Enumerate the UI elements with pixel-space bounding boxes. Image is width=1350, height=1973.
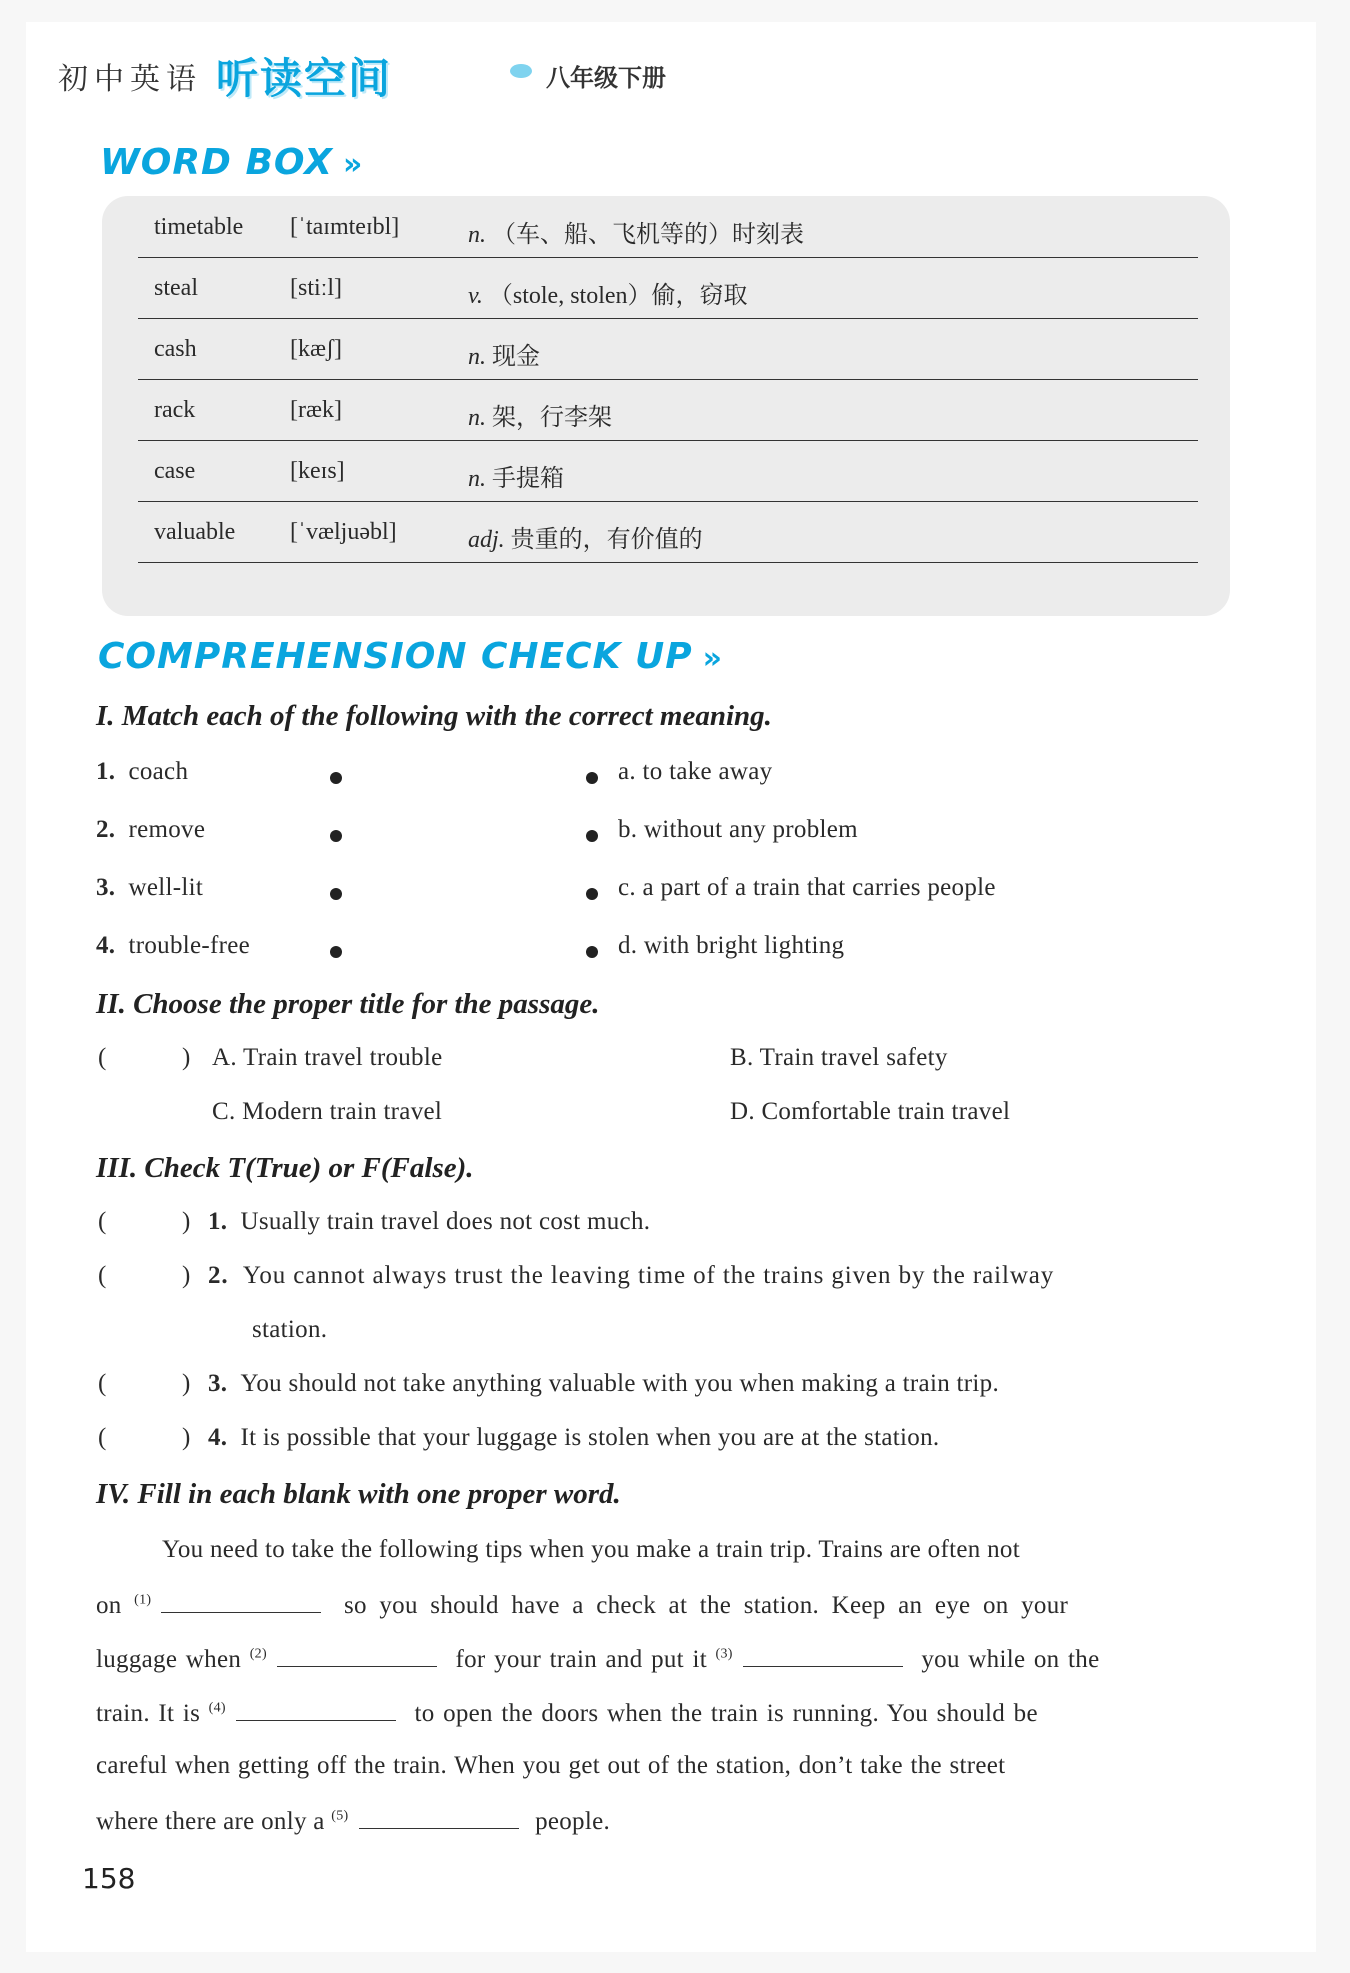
item-number: 4. [96,932,116,959]
answer-paren-open[interactable]: ( [98,1262,107,1289]
entry-meaning: （车、船、飞机等的）时刻表 [492,222,804,248]
double-chevron-icon: » [702,641,723,676]
entry-definition [468,397,612,432]
item-number: 1. [96,758,116,785]
entry-word: case [154,458,196,484]
answer-paren-close[interactable]: ) [182,1424,191,1451]
entry-pos: n. [468,405,486,431]
answer-paren-close[interactable]: ) [182,1370,191,1397]
part3-title: III. Check T(True) or F(False). [96,1152,474,1184]
passage-text: on [96,1592,122,1619]
entry-definition [468,519,703,554]
answer-paren-close[interactable]: ) [182,1262,191,1289]
entry-pos: adj. [468,527,505,553]
header-title: 初中英语 [58,62,202,97]
comprehension-heading-text: COMPREHENSION CHECK UP [98,636,693,677]
item-text: remove [128,816,206,843]
word-box-heading-text: WORD BOX [100,142,333,183]
item-text: trouble-free [128,932,251,959]
passage-line: careful when getting off the train. When you get out of the station, don’t take the street [96,1752,1006,1779]
item-number: 3. [208,1370,228,1397]
entry-word: valuable [154,519,236,545]
option-c: C. Modern train travel [212,1098,443,1125]
comprehension-heading [98,636,723,677]
match-right-item: c. a part of a train that carries people [618,874,996,901]
word-entry [138,318,1198,380]
passage-text: where there are only a [96,1808,325,1835]
passage-line [96,1698,1038,1728]
word-entry [138,440,1198,502]
answer-paren-close[interactable]: ) [182,1208,191,1235]
entry-meaning: 架，行李架 [492,405,612,431]
entry-meaning: 贵重的，有价值的 [510,527,703,553]
blank-number: (2) [249,1646,267,1662]
passage-text: so you should have a check at the station. Keep an eye on your [343,1592,1069,1619]
passage-line [96,1644,1099,1674]
item-text: You cannot always trust the leaving time of the trains given by the railway [242,1262,1055,1289]
match-left-item [96,874,203,902]
answer-paren-open[interactable]: ( [98,1208,107,1235]
blank-input[interactable] [743,1644,903,1667]
answer-paren-open[interactable]: ( [98,1424,107,1451]
match-dot-left[interactable] [330,830,342,842]
entry-ipa: [ˈvæljuəbl] [290,519,397,545]
blank-number: (3) [715,1646,733,1662]
tf-item [208,1370,999,1398]
entry-word: rack [154,397,196,423]
blank-number: (5) [331,1808,349,1824]
match-dot-right[interactable] [586,772,598,784]
part4-title: IV. Fill in each blank with one proper word. [96,1478,621,1510]
passage-text: train. It is [96,1700,201,1727]
item-number: 1. [208,1208,228,1235]
entry-word: timetable [154,214,244,240]
item-number: 2. [96,816,116,843]
match-dot-left[interactable] [330,946,342,958]
entry-meaning: 现金 [492,344,540,370]
option-b: B. Train travel safety [730,1044,948,1071]
passage-line: You need to take the following tips when you make a train trip. Trains are often not [162,1536,1020,1563]
book-header [58,46,666,106]
passage-text: people. [535,1808,611,1835]
entry-pos: v. [468,283,483,309]
passage-text: to open the doors when the train is running. You should be [414,1700,1038,1727]
match-right-item: b. without any problem [618,816,858,843]
item-text: coach [128,758,189,785]
entry-meaning: （stole, stolen）偷，窃取 [488,283,748,309]
item-number: 2. [208,1262,229,1289]
tf-item [208,1424,939,1452]
bubble-icon [510,64,532,78]
item-number: 4. [208,1424,228,1451]
tf-item [208,1208,650,1236]
option-d: D. Comfortable train travel [730,1098,1011,1125]
header-brand-logo: 听读空间 [216,54,393,103]
passage-text: you while on the [921,1646,1100,1673]
entry-ipa: [kæʃ] [290,336,342,362]
header-grade: 八年级下册 [546,64,666,92]
match-right-item: d. with bright lighting [618,932,845,959]
entry-pos: n. [468,344,486,370]
entry-ipa: [stiːl] [290,275,342,301]
blank-number: (4) [208,1700,226,1716]
match-left-item [96,816,205,844]
page-number: 158 [82,1862,136,1895]
blank-number: (1) [134,1592,152,1608]
entry-word: steal [154,275,198,301]
part1-title: I. Match each of the following with the correct meaning. [96,700,772,732]
answer-paren-open[interactable]: ( [98,1370,107,1397]
part2-title: II. Choose the proper title for the passage. [96,988,600,1020]
match-dot-left[interactable] [330,772,342,784]
entry-pos: n. [468,222,486,248]
double-chevron-icon: » [342,147,364,182]
match-dot-right[interactable] [586,830,598,842]
item-text: well-lit [128,874,204,901]
blank-input[interactable] [161,1590,321,1613]
entry-definition [468,214,804,249]
entry-definition [468,275,748,310]
answer-paren-close[interactable]: ) [182,1044,191,1071]
tf-item-continuation: station. [252,1316,328,1343]
match-dot-left[interactable] [330,888,342,900]
blank-input[interactable] [277,1644,437,1667]
match-right-item: a. to take away [618,758,773,785]
entry-ipa: [keɪs] [290,458,345,484]
entry-word: cash [154,336,197,362]
blank-input[interactable] [359,1806,519,1829]
word-box-heading [100,142,363,183]
word-box [102,196,1230,616]
match-left-item [96,758,188,786]
word-entry [138,257,1198,319]
entry-ipa: [ˈtaɪmteɪbl] [290,214,400,240]
blank-input[interactable] [236,1698,396,1721]
item-text: It is possible that your luggage is stolen when you are at the station. [240,1424,940,1451]
item-text: You should not take anything valuable with you when making a train trip. [240,1370,1000,1397]
entry-pos: n. [468,466,486,492]
match-left-item [96,932,250,960]
passage-line [96,1806,610,1836]
entry-meaning: 手提箱 [492,466,564,492]
word-entry [138,196,1198,258]
match-dot-right[interactable] [586,888,598,900]
match-dot-right[interactable] [586,946,598,958]
entry-definition [468,458,564,493]
tf-item [208,1262,1054,1290]
passage-line [96,1590,1068,1620]
answer-paren-open[interactable]: ( [98,1044,107,1071]
entry-definition [468,336,540,371]
entry-ipa: [ræk] [290,397,342,423]
item-text: Usually train travel does not cost much. [240,1208,651,1235]
word-entry [138,379,1198,441]
passage-text: for your train and put it [455,1646,707,1673]
item-number: 3. [96,874,116,901]
passage-text: luggage when [96,1646,242,1673]
word-entry [138,501,1198,563]
option-a: A. Train travel trouble [212,1044,443,1071]
